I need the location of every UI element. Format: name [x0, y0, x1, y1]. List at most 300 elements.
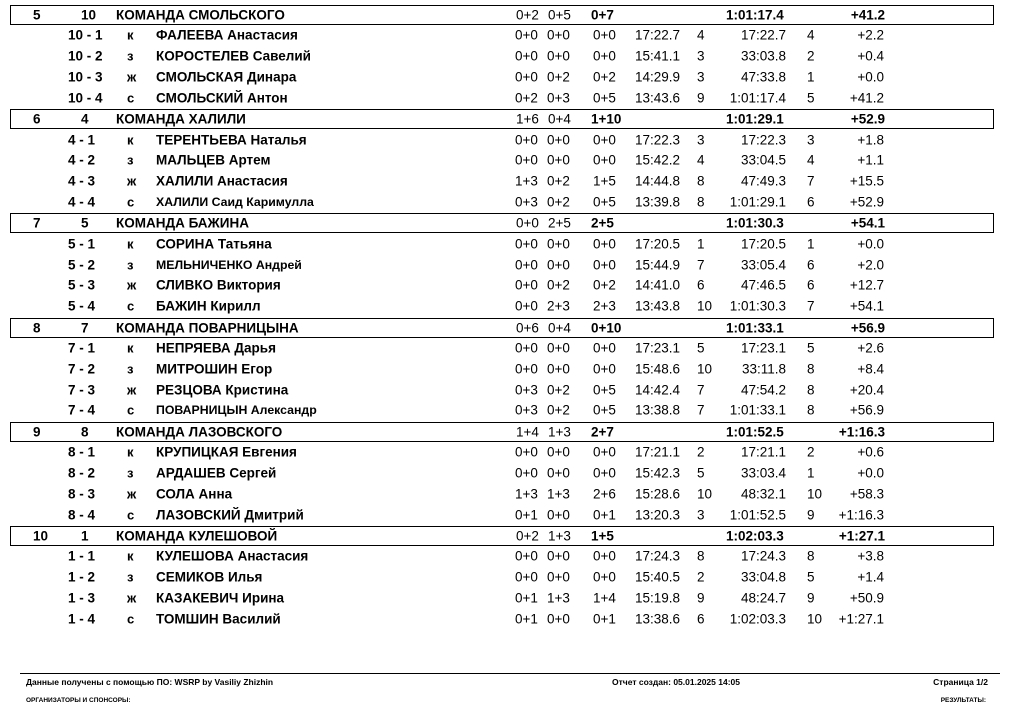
member-row — [0, 192, 1024, 213]
member-stage: з — [127, 569, 134, 585]
member-lap-rank: 4 — [697, 27, 705, 43]
member-lap-time: 17:21.1 — [635, 444, 681, 460]
member-cumulative-rank: 9 — [807, 590, 815, 606]
page-footer — [20, 673, 1000, 687]
member-cumulative-time: 33:03.4 — [740, 465, 786, 481]
member-lap-rank: 10 — [697, 361, 713, 377]
member-name: СЕМИКОВ Илья — [156, 569, 263, 585]
member-shoot1: 0+0 — [515, 361, 538, 377]
member-cumulative-time: 47:54.2 — [740, 382, 786, 398]
team-number: 5 — [81, 215, 89, 231]
team-time: 1:01:33.1 — [726, 320, 784, 336]
member-shoot-total: 0+0 — [593, 465, 616, 481]
member-shoot2: 0+0 — [547, 236, 570, 252]
member-stage: с — [127, 194, 135, 210]
member-name: ЛАЗОВСКИЙ Дмитрий — [156, 507, 304, 523]
team-time: 1:01:17.4 — [726, 7, 784, 23]
member-stage: к — [127, 340, 134, 356]
member-stage: з — [127, 361, 134, 377]
member-cumulative-time: 33:05.4 — [740, 257, 786, 273]
member-shoot2: 1+3 — [547, 590, 570, 606]
team-shoot1: 1+6 — [516, 111, 539, 127]
member-shoot2: 0+0 — [547, 548, 570, 564]
member-id: 4 - 3 — [68, 173, 96, 189]
member-shoot-total: 0+5 — [593, 90, 616, 106]
member-name: БАЖИН Кирилл — [156, 298, 261, 314]
member-row — [0, 358, 1024, 379]
member-cumulative-rank: 8 — [807, 402, 815, 418]
member-name: АРДАШЕВ Сергей — [156, 465, 277, 481]
member-stage: ж — [127, 486, 137, 502]
member-shoot1: 0+0 — [515, 257, 538, 273]
member-shoot2: 0+2 — [547, 69, 570, 85]
member-shoot1: 0+0 — [515, 569, 538, 585]
member-name: МИТРОШИН Егор — [156, 361, 273, 377]
member-behind: +1:16.3 — [838, 507, 884, 523]
member-lap-time: 14:29.9 — [635, 69, 681, 85]
team-shoot-total: 0+10 — [591, 320, 622, 336]
member-lap-time: 13:38.6 — [635, 611, 681, 627]
member-shoot2: 0+0 — [547, 569, 570, 585]
member-cumulative-time: 1:01:33.1 — [729, 402, 786, 418]
team-shoot2: 0+4 — [548, 320, 571, 336]
member-lap-time: 15:40.5 — [635, 569, 681, 585]
member-shoot1: 0+0 — [515, 548, 538, 564]
member-id: 5 - 2 — [68, 257, 96, 273]
member-lap-rank: 3 — [697, 69, 705, 85]
member-lap-time: 14:41.0 — [635, 277, 681, 293]
member-name: КАЗАКЕВИЧ Ирина — [156, 590, 285, 606]
results-sheet — [0, 4, 1024, 629]
member-lap-rank: 3 — [697, 132, 705, 148]
member-cumulative-rank: 1 — [807, 69, 815, 85]
member-cumulative-time: 1:01:52.5 — [729, 507, 786, 523]
member-name: СОРИНА Татьяна — [156, 236, 272, 252]
member-cumulative-rank: 8 — [807, 548, 815, 564]
member-shoot1: 0+1 — [515, 611, 538, 627]
member-shoot-total: 0+0 — [593, 27, 616, 43]
member-shoot2: 0+2 — [547, 382, 570, 398]
member-behind: +12.7 — [849, 277, 884, 293]
team-number: 7 — [81, 320, 89, 336]
member-id: 10 - 2 — [68, 48, 103, 64]
member-behind: +0.0 — [857, 69, 884, 85]
member-cumulative-rank: 2 — [807, 48, 815, 64]
member-cumulative-rank: 5 — [807, 90, 815, 106]
member-lap-time: 13:43.6 — [635, 90, 681, 106]
member-cumulative-rank: 6 — [807, 194, 815, 210]
member-row — [0, 608, 1024, 629]
member-shoot-total: 0+0 — [593, 361, 616, 377]
member-lap-time: 17:23.1 — [635, 340, 681, 356]
member-lap-time: 13:20.3 — [635, 507, 681, 523]
team-number: 1 — [81, 528, 89, 544]
member-lap-time: 17:22.7 — [635, 27, 681, 43]
member-stage: ж — [127, 382, 137, 398]
member-row — [0, 400, 1024, 421]
member-behind: +41.2 — [849, 90, 884, 106]
member-row — [0, 25, 1024, 46]
member-lap-time: 15:19.8 — [635, 590, 681, 606]
member-shoot-total: 0+0 — [593, 569, 616, 585]
member-id: 1 - 1 — [68, 548, 96, 564]
organizers-label: ОРГАНИЗАТОРЫ И СПОНСОРЫ: — [26, 697, 131, 704]
member-lap-time: 17:22.3 — [635, 132, 681, 148]
member-cumulative-rank: 6 — [807, 277, 815, 293]
member-behind: +2.0 — [857, 257, 884, 273]
member-shoot2: 0+2 — [547, 402, 570, 418]
results-label: РЕЗУЛЬТАТЫ: — [940, 697, 986, 704]
team-name: КОМАНДА БАЖИНА — [116, 215, 249, 231]
member-cumulative-rank: 8 — [807, 361, 815, 377]
member-lap-time: 13:43.8 — [635, 298, 681, 314]
member-stage: с — [127, 402, 135, 418]
team-shoot1: 0+6 — [516, 320, 539, 336]
member-id: 4 - 4 — [68, 194, 96, 210]
team-place: 6 — [33, 111, 41, 127]
member-shoot-total: 0+5 — [593, 402, 616, 418]
member-cumulative-time: 48:32.1 — [740, 486, 786, 502]
member-shoot1: 0+0 — [515, 298, 538, 314]
member-id: 10 - 3 — [68, 69, 103, 85]
member-shoot-total: 0+2 — [593, 277, 616, 293]
member-cumulative-time: 17:24.3 — [740, 548, 786, 564]
team-place: 9 — [33, 424, 41, 440]
member-behind: +0.6 — [857, 444, 884, 460]
member-cumulative-rank: 6 — [807, 257, 815, 273]
member-lap-rank: 2 — [697, 444, 705, 460]
member-lap-rank: 10 — [697, 298, 713, 314]
team-behind: +41.2 — [850, 7, 885, 23]
member-row — [0, 67, 1024, 88]
team-row — [10, 213, 994, 233]
member-lap-rank: 3 — [697, 48, 705, 64]
member-shoot2: 0+0 — [547, 152, 570, 168]
member-shoot2: 0+0 — [547, 611, 570, 627]
member-name: СОЛА Анна — [156, 486, 233, 502]
member-behind: +15.5 — [849, 173, 884, 189]
member-cumulative-time: 33:04.5 — [740, 152, 786, 168]
team-shoot1: 0+2 — [516, 528, 539, 544]
team-time: 1:01:29.1 — [726, 111, 784, 127]
member-id: 1 - 2 — [68, 569, 96, 585]
member-id: 5 - 3 — [68, 277, 96, 293]
member-name: СМОЛЬСКАЯ Динара — [156, 69, 297, 85]
team-number: 10 — [81, 7, 97, 23]
member-id: 7 - 3 — [68, 382, 96, 398]
member-lap-rank: 8 — [697, 548, 705, 564]
team-shoot2: 2+5 — [548, 215, 571, 231]
member-lap-rank: 3 — [697, 507, 705, 523]
member-id: 1 - 3 — [68, 590, 96, 606]
member-name: КОРОСТЕЛЕВ Савелий — [156, 48, 311, 64]
member-name: СЛИВКО Виктория — [156, 277, 281, 293]
member-stage: к — [127, 27, 134, 43]
member-shoot-total: 0+0 — [593, 48, 616, 64]
team-shoot1: 1+4 — [516, 424, 539, 440]
team-shoot2: 1+3 — [548, 424, 571, 440]
member-id: 5 - 1 — [68, 236, 96, 252]
member-row — [0, 588, 1024, 609]
member-shoot1: 0+0 — [515, 465, 538, 481]
member-cumulative-time: 1:01:29.1 — [729, 194, 786, 210]
member-cumulative-rank: 3 — [807, 132, 815, 148]
member-stage: з — [127, 152, 134, 168]
team-time: 1:02:03.3 — [726, 528, 784, 544]
member-name: ФАЛЕЕВА Анастасия — [156, 27, 298, 43]
member-cumulative-time: 1:01:30.3 — [729, 298, 786, 314]
member-stage: ж — [127, 277, 137, 293]
member-shoot-total: 0+0 — [593, 132, 616, 148]
team-name: КОМАНДА ПОВАРНИЦЫНА — [116, 320, 299, 336]
member-behind: +1.1 — [857, 152, 884, 168]
member-shoot1: 0+3 — [515, 194, 538, 210]
member-lap-time: 13:39.8 — [635, 194, 681, 210]
member-shoot1: 0+1 — [515, 590, 538, 606]
member-name: ТЕРЕНТЬЕВА Наталья — [156, 132, 307, 148]
member-lap-rank: 8 — [697, 173, 705, 189]
member-cumulative-rank: 2 — [807, 444, 815, 460]
member-stage: к — [127, 236, 134, 252]
member-shoot2: 0+0 — [547, 132, 570, 148]
team-shoot-total: 0+7 — [591, 7, 614, 23]
member-stage: ж — [127, 69, 137, 85]
member-name: КРУПИЦКАЯ Евгения — [156, 444, 297, 460]
team-name: КОМАНДА ХАЛИЛИ — [116, 111, 246, 127]
member-cumulative-time: 33:11.8 — [741, 361, 786, 377]
member-shoot1: 0+0 — [515, 277, 538, 293]
member-row — [0, 275, 1024, 296]
team-shoot2: 0+5 — [548, 7, 571, 23]
member-shoot-total: 0+5 — [593, 194, 616, 210]
member-row — [0, 87, 1024, 108]
member-shoot-total: 0+2 — [593, 69, 616, 85]
member-shoot2: 0+0 — [547, 257, 570, 273]
member-shoot2: 0+0 — [547, 27, 570, 43]
team-place: 7 — [33, 215, 41, 231]
member-cumulative-time: 47:49.3 — [740, 173, 786, 189]
team-name: КОМАНДА ЛАЗОВСКОГО — [116, 424, 283, 440]
member-row — [0, 546, 1024, 567]
member-stage: к — [127, 132, 134, 148]
team-row — [10, 318, 994, 338]
member-id: 1 - 4 — [68, 611, 96, 627]
member-cumulative-time: 17:20.5 — [740, 236, 786, 252]
member-behind: +54.1 — [849, 298, 884, 314]
member-row — [0, 150, 1024, 171]
member-lap-rank: 7 — [697, 382, 705, 398]
member-shoot1: 1+3 — [515, 486, 538, 502]
member-shoot1: 0+0 — [515, 48, 538, 64]
member-shoot2: 0+2 — [547, 173, 570, 189]
member-shoot1: 0+1 — [515, 507, 538, 523]
member-cumulative-time: 17:22.3 — [740, 132, 786, 148]
team-number: 8 — [81, 424, 89, 440]
member-shoot2: 0+0 — [547, 444, 570, 460]
member-lap-rank: 9 — [697, 90, 705, 106]
member-lap-time: 14:42.4 — [635, 382, 681, 398]
team-name: КОМАНДА СМОЛЬСКОГО — [116, 7, 285, 23]
member-id: 7 - 2 — [68, 361, 96, 377]
member-shoot2: 0+0 — [547, 48, 570, 64]
member-cumulative-time: 33:03.8 — [740, 48, 786, 64]
member-row — [0, 567, 1024, 588]
member-lap-time: 15:28.6 — [635, 486, 681, 502]
member-id: 10 - 1 — [68, 27, 103, 43]
member-cumulative-rank: 4 — [807, 152, 815, 168]
member-shoot-total: 1+5 — [593, 173, 616, 189]
member-shoot1: 0+0 — [515, 69, 538, 85]
member-shoot1: 0+3 — [515, 382, 538, 398]
member-shoot2: 0+0 — [547, 465, 570, 481]
member-cumulative-time: 17:23.1 — [740, 340, 786, 356]
member-id: 7 - 4 — [68, 402, 96, 418]
member-id: 4 - 2 — [68, 152, 96, 168]
member-shoot-total: 2+6 — [593, 486, 616, 502]
member-lap-rank: 8 — [697, 194, 705, 210]
member-shoot2: 2+3 — [547, 298, 570, 314]
member-shoot-total: 1+4 — [593, 590, 616, 606]
member-row — [0, 296, 1024, 317]
member-behind: +3.8 — [857, 548, 884, 564]
member-id: 8 - 4 — [68, 507, 96, 523]
member-behind: +8.4 — [857, 361, 884, 377]
member-cumulative-rank: 1 — [807, 236, 815, 252]
member-lap-time: 15:41.1 — [635, 48, 681, 64]
member-stage: з — [127, 465, 134, 481]
member-cumulative-rank: 8 — [807, 382, 815, 398]
member-shoot2: 0+2 — [547, 277, 570, 293]
member-row — [0, 254, 1024, 275]
data-source-note: Данные получены с помощью ПО: WSRP by Vasiliy Zhizhin — [26, 677, 274, 687]
member-id: 8 - 1 — [68, 444, 96, 460]
member-behind: +0.0 — [857, 236, 884, 252]
member-cumulative-rank: 10 — [807, 486, 823, 502]
member-lap-time: 15:42.2 — [635, 152, 681, 168]
member-behind: +0.0 — [857, 465, 884, 481]
team-behind: +56.9 — [850, 320, 885, 336]
member-behind: +1.8 — [857, 132, 884, 148]
member-cumulative-rank: 1 — [807, 465, 815, 481]
member-shoot2: 0+2 — [547, 194, 570, 210]
member-cumulative-rank: 10 — [807, 611, 823, 627]
member-name: ХАЛИЛИ Анастасия — [156, 173, 288, 189]
member-cumulative-time: 47:33.8 — [740, 69, 786, 85]
member-name: КУЛЕШОВА Анастасия — [156, 548, 309, 564]
member-shoot2: 0+0 — [547, 361, 570, 377]
team-time: 1:01:30.3 — [726, 215, 784, 231]
member-stage: с — [127, 611, 135, 627]
team-time: 1:01:52.5 — [726, 424, 784, 440]
member-shoot2: 0+0 — [547, 507, 570, 523]
member-shoot1: 0+0 — [515, 340, 538, 356]
report-created-note: Отчет создан: 05.01.2025 14:05 — [612, 677, 740, 687]
member-id: 4 - 1 — [68, 132, 96, 148]
member-lap-rank: 5 — [697, 340, 705, 356]
page-number: Страница 1/2 — [933, 677, 988, 687]
member-shoot-total: 0+0 — [593, 548, 616, 564]
member-lap-rank: 1 — [697, 236, 705, 252]
team-row — [10, 109, 994, 129]
member-behind: +0.4 — [857, 48, 884, 64]
member-row — [0, 483, 1024, 504]
member-id: 5 - 4 — [68, 298, 96, 314]
member-stage: з — [127, 257, 134, 273]
team-number: 4 — [81, 111, 89, 127]
member-shoot2: 1+3 — [547, 486, 570, 502]
member-cumulative-time: 48:24.7 — [740, 590, 786, 606]
team-shoot-total: 1+10 — [591, 111, 622, 127]
member-stage: с — [127, 298, 135, 314]
member-lap-time: 17:24.3 — [635, 548, 681, 564]
member-shoot1: 0+0 — [515, 132, 538, 148]
member-behind: +58.3 — [849, 486, 884, 502]
member-id: 8 - 2 — [68, 465, 96, 481]
team-shoot2: 0+4 — [548, 111, 571, 127]
member-behind: +2.2 — [857, 27, 884, 43]
member-behind: +20.4 — [849, 382, 884, 398]
member-shoot1: 1+3 — [515, 173, 538, 189]
member-name: МАЛЬЦЕВ Артем — [156, 152, 271, 168]
member-cumulative-time: 1:02:03.3 — [729, 611, 786, 627]
member-stage: ж — [127, 590, 137, 606]
member-row — [0, 171, 1024, 192]
member-cumulative-rank: 4 — [807, 27, 815, 43]
member-shoot-total: 2+3 — [593, 298, 616, 314]
member-lap-time: 17:20.5 — [635, 236, 681, 252]
member-shoot-total: 0+0 — [593, 236, 616, 252]
member-behind: +2.6 — [857, 340, 884, 356]
member-shoot1: 0+0 — [515, 444, 538, 460]
member-cumulative-rank: 9 — [807, 507, 815, 523]
member-stage: с — [127, 90, 135, 106]
member-shoot-total: 0+1 — [593, 507, 616, 523]
member-name: МЕЛЬНИЧЕНКО Андрей — [156, 257, 302, 272]
member-cumulative-time: 1:01:17.4 — [729, 90, 786, 106]
team-shoot1: 0+0 — [516, 215, 539, 231]
member-lap-rank: 9 — [697, 590, 705, 606]
member-stage: з — [127, 48, 134, 64]
member-behind: +52.9 — [849, 194, 884, 210]
member-lap-time: 15:44.9 — [635, 257, 681, 273]
team-shoot-total: 2+5 — [591, 215, 614, 231]
member-stage: с — [127, 507, 135, 523]
member-lap-rank: 5 — [697, 465, 705, 481]
member-name: ПОВАРНИЦЫН Александр — [156, 403, 317, 418]
member-name: РЕЗЦОВА Кристина — [156, 382, 289, 398]
team-row — [10, 422, 994, 442]
member-row — [0, 504, 1024, 525]
member-name: НЕПРЯЕВА Дарья — [156, 340, 276, 356]
team-shoot-total: 1+5 — [591, 528, 614, 544]
member-cumulative-rank: 5 — [807, 340, 815, 356]
member-shoot2: 0+3 — [547, 90, 570, 106]
member-lap-time: 15:42.3 — [635, 465, 681, 481]
member-behind: +50.9 — [849, 590, 884, 606]
member-shoot-total: 0+0 — [593, 340, 616, 356]
member-shoot1: 0+2 — [515, 90, 538, 106]
member-cumulative-time: 17:22.7 — [740, 27, 786, 43]
member-row — [0, 442, 1024, 463]
member-stage: к — [127, 548, 134, 564]
member-cumulative-rank: 5 — [807, 569, 815, 585]
member-lap-rank: 6 — [697, 611, 705, 627]
member-shoot-total: 0+0 — [593, 257, 616, 273]
member-stage: ж — [127, 173, 137, 189]
member-shoot-total: 0+0 — [593, 444, 616, 460]
team-behind: +52.9 — [850, 111, 885, 127]
member-id: 10 - 4 — [68, 90, 103, 106]
